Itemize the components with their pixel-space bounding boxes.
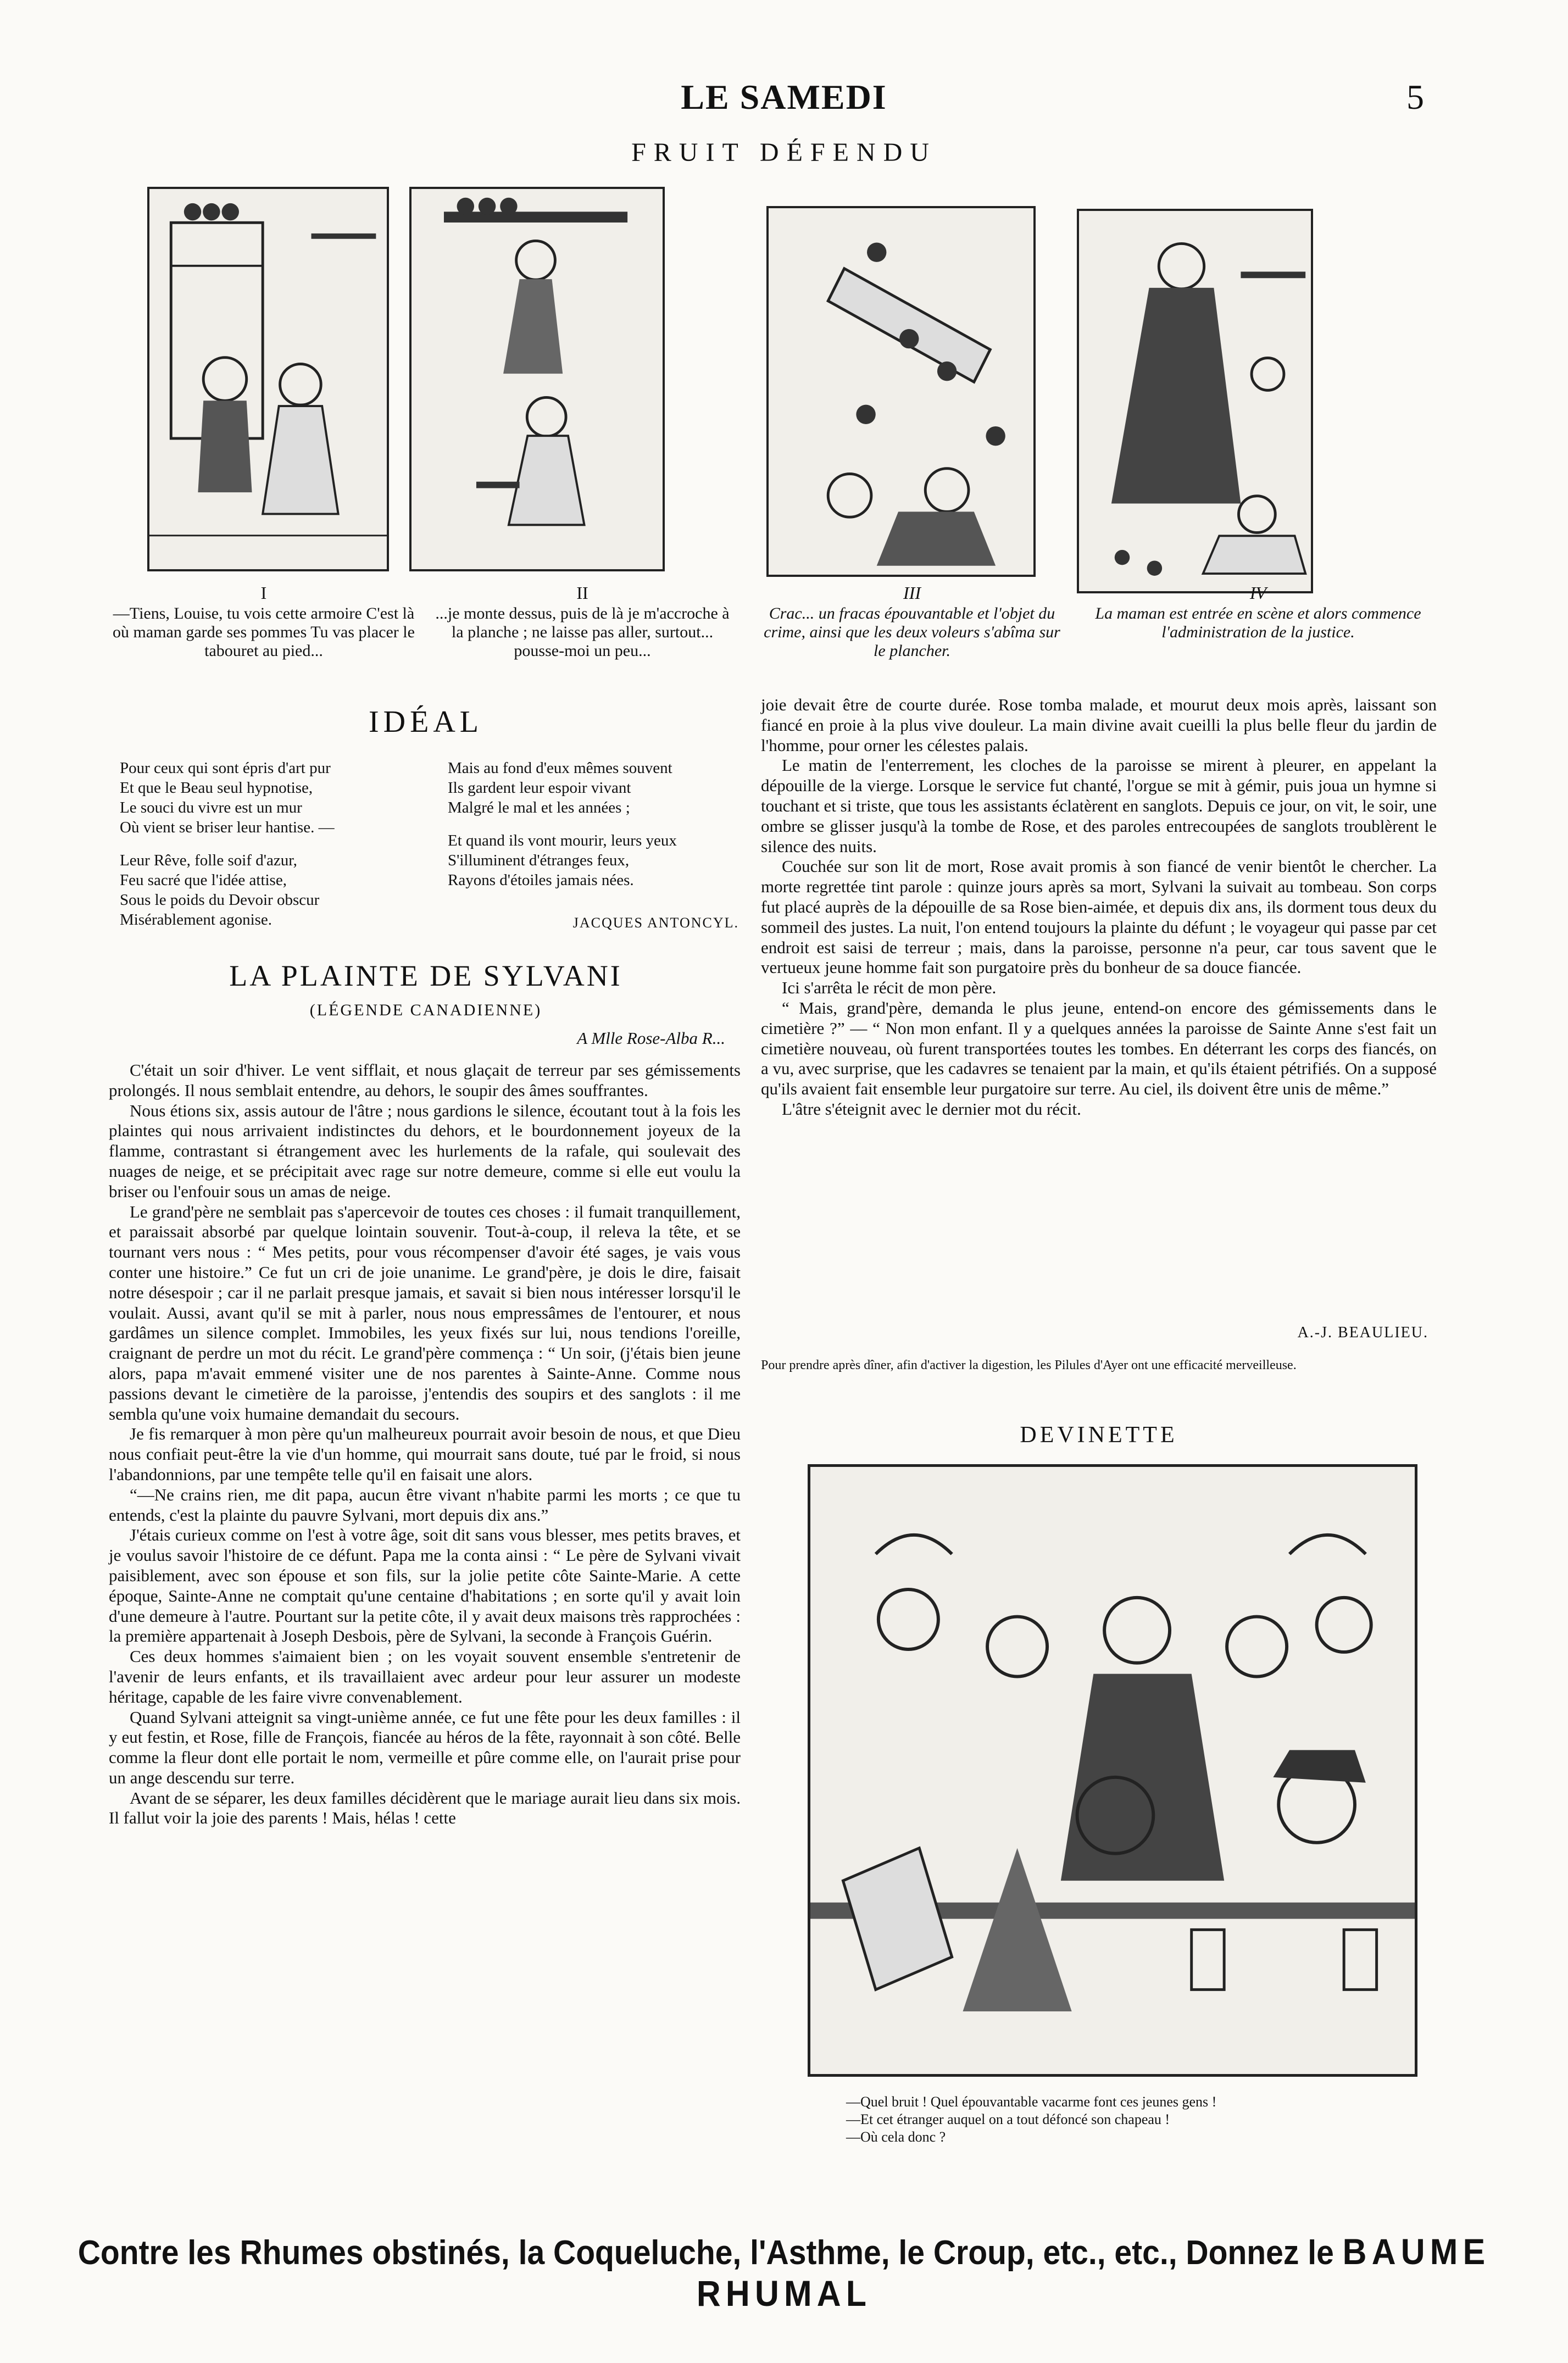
- comic-panel-4: [1077, 209, 1313, 593]
- panel-3-text: Crac... un fracas épouvantable et l'objet du crime, ainsi que les deux voleurs s'abîma sur le plancher.: [764, 604, 1060, 660]
- page-number: 5: [1406, 77, 1424, 116]
- panel-2-text: ...je monte dessus, puis de là je m'accroche à la planche ; ne laisse pas aller, surtout... pousse-moi un peu...: [435, 604, 730, 660]
- panel-4-numeral: IV: [1249, 583, 1267, 603]
- plainte-paragraph: “ Mais, grand'père, demanda le plus jeune, entend-on encore des gémissements dans le cimetière ?” — “ Non mon enfant. Il y a quelques années la paroisse de Sainte Anne s'est fait un cimetière nouveau, où furent transportées toutes les tombes. En déterrant les corps des fiancés, on a vu, avec surprise, que les cadavres se tenaient par la main, et qu'ils étaient pétrifiés. On a supposé qu'ils avaient fait ensemble leur purgatoire sur terre. Au ciel, ils doivent être unis de même.”: [761, 998, 1437, 1099]
- plainte-paragraph: Couchée sur son lit de mort, Rose avait promis à son fiancé de venir bientôt le chercher. La morte regrettée tint parole : quinze jours après sa mort, Sylvani la suivait au tombeau. Son corps fut placé auprès de la dépouille de sa Rose bien-aimée, et depuis dix ans, ils dorment tous deux du sommeil des justes. La nuit, l'on entend toujours la plainte du défunt ; le voyageur qui passe par cet endroit est saisi de terreur ; mais, dans la paroisse, personne n'a peur, car tous savent que le vertueux jeune homme fait son purgatoire près du bonheur de sa douce fiancée.: [761, 857, 1437, 977]
- plainte-title: LA PLAINTE DE SYLVANI: [229, 959, 622, 992]
- footer-advertisement: [63, 2231, 1505, 2314]
- plainte-paragraph: Ces deux hommes s'aimaient bien ; on les voyait souvent ensemble s'entretenir de l'avenir de leurs enfants, et ils travaillaient avec ardeur pour leur assurer un modeste héritage, capable de les faire vivre convenablement.: [109, 1647, 741, 1706]
- panel-1-caption: [110, 583, 418, 660]
- panel-2-caption: [434, 583, 731, 660]
- comic-panel-2: [409, 187, 665, 571]
- plainte-paragraph: joie devait être de courte durée. Rose tomba malade, et mourut deux mois après, laissant son fiancé en proie à la plus vive douleur. La main divine avait cueilli la plus belle fleur du jardin de l'homme, pour orner les célestes palais.: [761, 695, 1437, 755]
- masthead: LE SAMEDI: [681, 77, 887, 116]
- panel-3-illustration: [769, 208, 1033, 575]
- devinette-caption-line: —Quel bruit ! Quel épouvantable vacarme font ces jeunes gens !: [846, 2094, 1217, 2110]
- ideal-left-column: [120, 758, 427, 943]
- plainte-paragraph: Avant de se séparer, les deux familles décidèrent que le mariage aurait lieu dans six mois. Il fallut voir la joie des parents ! Mais, hélas ! cette: [109, 1788, 741, 1828]
- plainte-paragraph: Quand Sylvani atteignit sa vingt-unième année, ce fut une fête pour les deux familles : il y eut festin, et Rose, fille de François, fiancée au héros de la fête, rayonnait à son côté. Belle comme la fleur dont elle portait le nom, vermeille et pûre comme elle, on l'aurait prise pour un ange descendu sur terre.: [109, 1707, 741, 1787]
- ideal-stanza-3: Mais au fond d'eux mêmes souvent Ils gardent leur espoir vivant Malgré le mal et les années ;: [448, 759, 672, 816]
- plainte-paragraph: J'étais curieux comme on l'est à votre âge, soit dit sans vous blesser, mes petits braves, et je voulus savoir l'histoire de ce défunt. Papa me la conta ainsi : “ Le père de Sylvani vivait paisiblement, avec son épouse et son fils, sur la jolie petite côte Sainte-Marie. A cette époque, Sainte-Anne ne comptait qu'une centaine d'habitations ; en sorte qu'il y avait loin d'une demeure à l'autre. Pourtant sur la petite côte, il y avait deux maisons très rapprochées : la première appartenait à Joseph Desbois, père de Sylvani, la seconde à François Guérin.: [109, 1525, 741, 1646]
- devinette-illustration: [808, 1464, 1417, 2077]
- plainte-paragraph: “—Ne crains rien, me dit papa, aucun être vivant n'habite parmi les morts ; ce que tu entends, c'est la plainte du pauvre Sylvani, mort depuis dix ans.”: [109, 1484, 741, 1525]
- panel-3-caption: [758, 583, 1066, 660]
- plainte-dedication: A Mlle Rose-Alba R...: [577, 1028, 725, 1048]
- panel-2-numeral: II: [576, 583, 588, 603]
- panel-1-text: —Tiens, Louise, tu vois cette armoire C'est là où maman garde ses pommes Tu vas placer le tabouret au pied...: [113, 604, 415, 660]
- panel-4-text: La maman est entrée en scène et alors commence l'administration de la justice.: [1095, 604, 1421, 641]
- footer-ad-brand: BAUME RHUMAL: [696, 2231, 1491, 2314]
- plainte-left-column: [109, 1060, 741, 1828]
- ideal-title: IDÉAL: [369, 705, 483, 739]
- plainte-paragraph: L'âtre s'éteignit avec le dernier mot du récit.: [782, 1099, 1081, 1119]
- panel-3-numeral: III: [903, 583, 921, 603]
- plainte-paragraph: Le matin de l'enterrement, les cloches de la paroisse se mirent à pleurer, en appelant la dépouille de la vierge. Lorsque le service fut chanté, l'orgue se mit à gémir, puis joua un hymne si touchant et si triste, que tous les assistants éclatèrent en sanglots. Depuis ce jour, on vit, le soir, une ombre se glisser jusqu'à la tombe de Rose, et des paroles entrecoupées de sanglots troublèrent le silence des nuits.: [761, 755, 1437, 856]
- ideal-stanza-2: Leur Rêve, folle soif d'azur, Feu sacré que l'idée attise, Sous le poids du Devoir obscur Misérablement agonise.: [120, 852, 320, 928]
- plainte-signature: A.-J. BEAULIEU.: [1297, 1324, 1428, 1341]
- comic-title: FRUIT DÉFENDU: [631, 138, 937, 167]
- comic-panel-1: [147, 187, 389, 571]
- panel-2-illustration: [412, 189, 663, 569]
- panel-4-caption: [1088, 583, 1428, 642]
- ideal-signature: JACQUES ANTONCYL.: [572, 915, 739, 931]
- ayer-advertisement: Pour prendre après dîner, afin d'activer la digestion, les Pilules d'Ayer ont une efficacité merveilleuse.: [761, 1358, 1297, 1372]
- plainte-subtitle: (LÉGENDE CANADIENNE): [309, 1001, 542, 1019]
- plainte-paragraph: C'était un soir d'hiver. Le vent sifflait, et nous glaçait de terreur par ses gémissements prolongés. Il nous semblait entendre, au dehors, le soupir des âmes souffrantes.: [109, 1060, 741, 1100]
- tavern-scene-image: [810, 1467, 1415, 2074]
- ideal-stanza-4: Et quand ils vont mourir, leurs yeux S'illuminent d'étranges feux, Rayons d'étoiles jamais nées.: [448, 832, 677, 889]
- devinette-caption: [846, 2093, 1423, 2146]
- devinette-caption-line: —Et cet étranger auquel on a tout défoncé son chapeau !: [846, 2111, 1170, 2127]
- plainte-paragraph: Ici s'arrêta le récit de mon père.: [782, 978, 997, 998]
- devinette-caption-line: —Où cela donc ?: [846, 2129, 946, 2145]
- panel-1-numeral: I: [260, 583, 267, 603]
- plainte-paragraph: Nous étions six, assis autour de l'âtre ; nous gardions le silence, écoutant tout à la fois les plaintes qui nous arrivaient indistinctes du dehors, et le bourdonnement joyeux de la flamme, contrastant si étrangement avec les hurlements de la rafale, qui soulevait des nuages de neige, et se précipitait avec rage sur notre demeure, comme si elle eut voulu la briser ou l'enfouir sous un amas de neige.: [109, 1100, 741, 1201]
- panel-1-illustration: [149, 189, 387, 569]
- plainte-right-column: [761, 695, 1437, 1120]
- devinette-title: DEVINETTE: [1020, 1422, 1178, 1448]
- plainte-paragraph: Le grand'père ne semblait pas s'apercevoir de toutes ces choses : il fumait tranquillement, et paraissait absorbé par quelque lointain souvenir. Tout-à-coup, il releva la tête, et se tournant vers nous : “ Mes petits, pour vous récompenser d'avoir été sages, je vais vous conter une histoire.” Ce fut un cri de joie unanime. Le grand'père, je dois le dire, faisait notre désespoir ; car il ne parlait presque jamais, et savait si bien nous intéresser lorsqu'il le voulait. Aussi, avant qu'il se mit à parler, nous nous empressâmes de l'entourer, et nous gardâmes un silence complet. Immobiles, les yeux fixés sur lui, nous tendions l'oreille, craignant de perdre un mot du récit. Le grand'père commença : “ Un soir, (j'étais bien jeune alors, papa m'avait emmené visiter une de nos parentes à Sainte-Anne. Comme nous passions devant le cimetière de la paroisse, j'entendis des soupirs et des sanglots : il me sembla qu'une voix humaine demandait du secours.: [109, 1202, 741, 1424]
- panel-4-illustration: [1079, 211, 1311, 591]
- footer-ad-text: Contre les Rhumes obstinés, la Coqueluche, l'Asthme, le Croup, etc., etc., Donnez le: [77, 2234, 1334, 2272]
- ideal-stanza-1: Pour ceux qui sont épris d'art pur Et que le Beau seul hypnotise, Le souci du vivre est un mur Où vient se briser leur hantise. —: [120, 759, 335, 836]
- ideal-right-column: [448, 758, 755, 903]
- plainte-paragraph: Je fis remarquer à mon père qu'un malheureux pourrait avoir besoin de nous, et que Dieu nous confiait peut-être la vie d'un homme, qui mourrait sans doute, tué par le froid, si nous l'abandonnions, par une tempête telle qu'il en faisait une alors.: [109, 1424, 741, 1484]
- comic-panel-3: [766, 206, 1036, 577]
